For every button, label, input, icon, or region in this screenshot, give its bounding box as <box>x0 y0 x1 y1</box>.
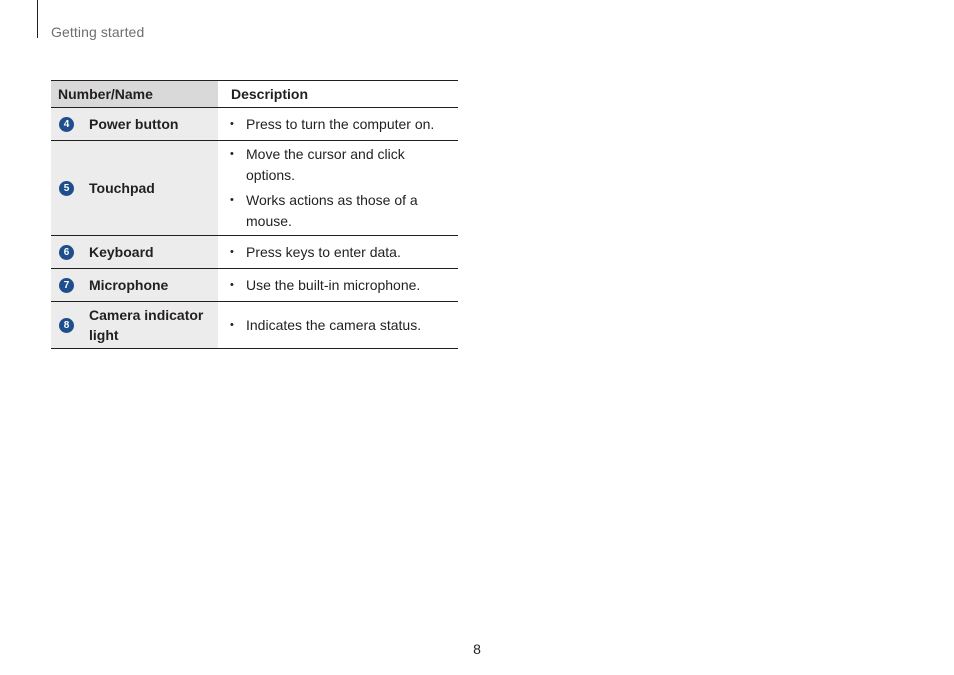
description-cell <box>218 141 458 236</box>
name-cell <box>51 141 218 236</box>
table-header-row <box>51 81 458 108</box>
bullet-icon: • <box>230 278 234 291</box>
number-badge: 7 <box>59 278 74 293</box>
header-description: Description <box>218 81 458 108</box>
number-badge: 5 <box>59 181 74 196</box>
component-name: Microphone <box>89 277 169 293</box>
table-row <box>51 302 458 349</box>
name-cell <box>51 236 218 269</box>
component-name: Touchpad <box>89 180 155 196</box>
number-badge: 8 <box>59 318 74 333</box>
page-number: 8 <box>473 641 481 657</box>
bullet-text: Use the built-in microphone. <box>246 276 421 293</box>
description-cell <box>218 108 458 141</box>
number-badge: 6 <box>59 245 74 260</box>
bullet-text: Works actions as those of a mouse. <box>246 192 418 229</box>
bullet-text: Move the cursor and click options. <box>246 146 405 183</box>
bullet-icon: • <box>230 318 234 331</box>
component-table <box>51 80 458 349</box>
description-cell <box>218 302 458 349</box>
component-name: Keyboard <box>89 244 154 260</box>
number-badge: 4 <box>59 117 74 132</box>
bullet-item <box>230 242 452 263</box>
component-name: Camera indicator light <box>89 307 204 343</box>
bullet-text: Indicates the camera status. <box>246 316 422 333</box>
description-cell <box>218 236 458 269</box>
table-row <box>51 236 458 269</box>
section-title: Getting started <box>51 24 145 40</box>
bullet-text: Press keys to enter data. <box>246 243 401 260</box>
bullet-item <box>230 144 452 186</box>
name-cell <box>51 108 218 141</box>
bullet-icon: • <box>230 245 234 258</box>
name-cell <box>51 269 218 302</box>
bullet-text: Press to turn the computer on. <box>246 115 435 132</box>
bullet-item <box>230 190 452 232</box>
bullet-item <box>230 315 452 336</box>
bullet-icon: • <box>230 194 234 206</box>
name-cell <box>51 302 218 349</box>
component-name: Power button <box>89 116 179 132</box>
top-margin-rule <box>37 0 38 38</box>
table-row <box>51 269 458 302</box>
bullet-item <box>230 114 452 135</box>
bullet-icon: • <box>230 148 234 160</box>
header-number-name: Number/Name <box>51 81 218 108</box>
description-cell <box>218 269 458 302</box>
bullet-icon: • <box>230 117 234 130</box>
bullet-item <box>230 275 452 296</box>
table-row <box>51 108 458 141</box>
table-row <box>51 141 458 236</box>
